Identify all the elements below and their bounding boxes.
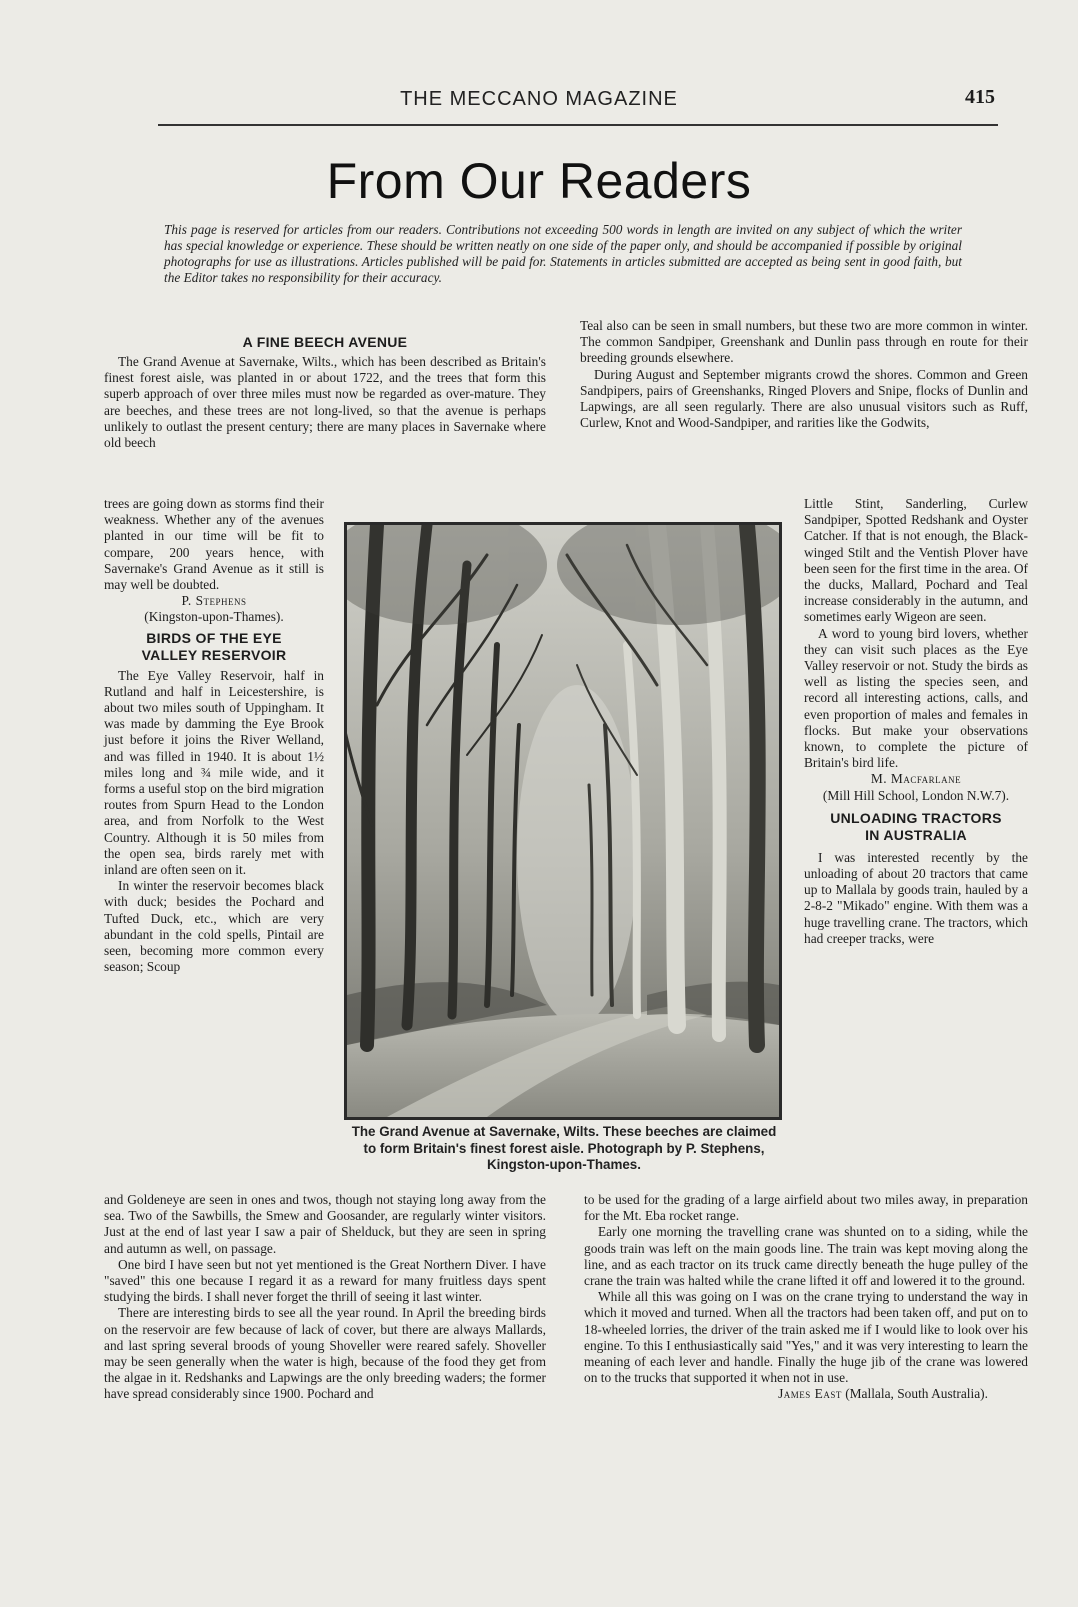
page-number: 415 xyxy=(965,86,995,108)
author-east: James East xyxy=(778,1386,842,1402)
article-heading-birds-2: VALLEY RESERVOIR xyxy=(141,646,287,663)
page-title: From Our Readers xyxy=(326,153,752,209)
article-beech-text-narrow: trees are going down as storms find their weakness. Whether any of the avenues planted in our time will be fit to compare, 200 years hence, with Savernake's Grand Avenue as it still is may well be doubted. xyxy=(104,496,324,593)
author-stephens: P. Stephens xyxy=(181,593,247,609)
article-heading-beech: A FINE BEECH AVENUE xyxy=(242,334,408,350)
right-column-top xyxy=(580,318,1028,431)
magazine-title: THE MECCANO MAGAZINE xyxy=(400,88,678,110)
article-heading-birds-1: BIRDS OF THE EYE xyxy=(146,629,282,646)
article-tractors-p3: While all this was going on I was on the crane trying to understand the way in which it moved and turned. When all the tractors had been taken off, and put on to 18-wheeled lorries, the driver of the train asked me if I would like to look over his engine. To this I enthusiastically said "Yes," and it was very interesting to learn the meaning of each lever and handle. Finally the huge jib of the crane was lowered on to the trucks that supported it when not in use. xyxy=(584,1289,1028,1386)
location-east: (Mallala, South Australia). xyxy=(845,1386,988,1402)
beech-avenue-illustration xyxy=(347,525,779,1117)
article-birds-p2-narrow: In winter the reservoir becomes black with duck; besides the Pochard and Tufted Duck, etc., which are very abundant in the cold spells, Pintail are seen, becoming more common every season; Scoup xyxy=(104,878,324,975)
article-heading-tractors-2: IN AUSTRALIA xyxy=(865,826,967,843)
author-macfarlane: M. Macfarlane xyxy=(870,771,962,787)
signature-east xyxy=(584,1386,1028,1402)
article-tractors-p2: Early one morning the travelling crane was shunted on to a siding, while the goods train was left on the main goods line. The train was kept moving along the line, and as each tractor on its truck came directly beneath the huge pulley of the crane the train was halted while the crane lifted it off and lowered it to the ground. xyxy=(584,1224,1028,1289)
article-birds-p3: One bird I have seen but not yet mentioned is the Great Northern Diver. I have "saved" this one because I regard it as a reward for many fruitless days spent studying the birds. I shall never forget the thrill of seeing it last winter. xyxy=(104,1256,546,1305)
article-tractors-p1-full: to be used for the grading of a large airfield about two miles away, in preparation for the Mt. Eba rocket range. xyxy=(584,1192,1028,1224)
intro-note: This page is reserved for articles from our readers. Contributions not exceeding 500 words in length are invited on any subject of which the writer has special knowledge or experience. These should be written neatly on one side of the paper only, and should be accompanied if possible by original photographs for use as illustrations. Articles published will be paid for. Statements in articles submitted are accepted as being sent in good faith, but the Editor takes no responsibility for their accuracy. xyxy=(164,222,962,285)
header-rule xyxy=(158,124,998,126)
article-beech-text-full: The Grand Avenue at Savernake, Wilts., which has been described as Britain's finest forest aisle, was planted in or about 1722, and the trees that form this superb approach of over three miles must now be regarded as over-mature. They are beeches, and these trees are not long-lived, so that the avenue is perhaps unlikely to outlast the present century; there are many places in Savernake where old beech xyxy=(104,354,546,451)
photo-caption: The Grand Avenue at Savernake, Wilts. These beeches are claimed to form Britain's finest forest aisle. Photograph by P. Stephens, Kingston-upon-Thames. xyxy=(351,1124,777,1172)
article-birds-p6-narrow: Little Stint, Sanderling, Curlew Sandpiper, Spotted Redshank and Oyster Catcher. If that is not enough, the Black-winged Stilt and the Ventish Plover have been seen for the first time in the area. Of the ducks, Mallard, Pochard and Teal increase considerably in the autumn, and sometimes early Wigeon are seen. xyxy=(804,496,1028,625)
right-column-bottom xyxy=(584,1192,1028,1403)
article-birds-p4: There are interesting birds to see all the year round. In April the breeding birds on the reservoir are few because of lack of cover, but there are always Mallards, and last spring several broods of young Shoveller were reared safely. Shoveller may be seen generally when the water is high, because of the food they get from the algae in it. Redshanks and Lapwings are the only breeding waders; the former have spread considerably since 1900. Pochard and xyxy=(104,1305,546,1402)
left-column-top xyxy=(104,334,546,451)
beech-avenue-photo xyxy=(344,522,782,1120)
article-birds-p6-full: During August and September migrants crowd the shores. Common and Green Sandpipers, pairs of Greenshanks, Ringed Plovers and Snipe, flocks of Dunlin and Lapwings, are all seen regularly. There are also unusual visitors such as Ruff, Curlew, Knot and Wood-Sandpiper, and rarities like the Godwits, xyxy=(580,366,1028,431)
article-birds-p2-full: and Goldeneye are seen in ones and twos, though not staying long away from the sea. Two of the Sawbills, the Smew and Goosander, are regularly winter visitors. Just at the end of last year I saw a pair of Shelduck, but they are seen in spring and autumn as well, on passage. xyxy=(104,1192,546,1256)
article-tractors-p1-narrow: I was interested recently by the unloading of about 20 tractors that came up to Mallala by goods train, hauled by a 2-8-2 "Mikado" engine. With them was a huge travelling crane. The tractors, which had creeper tracks, were xyxy=(804,849,1028,946)
location-stephens: (Kingston-upon-Thames). xyxy=(144,609,284,625)
article-birds-p1: The Eye Valley Reservoir, half in Rutland and half in Leicestershire, is about two miles south of Uppingham. It was made by damming the Eye Brook just before it joins the River Welland, and was filled in 1940. It is about 1½ miles long and ¾ mile wide, and it forms a useful stop on the bird migration routes from Spurn Head to the London area, and from Norfolk to the West Country. Although it is 50 miles from the open sea, birds rarely met with inland are often seen on it. xyxy=(104,667,324,878)
left-column-bottom xyxy=(104,1192,546,1403)
left-column-narrow xyxy=(104,496,324,975)
article-birds-p7: A word to young bird lovers, whether they can visit such places as the Eye Valley reservoir or not. Study the birds as well as listing the species seen, and record all interesting actions, calls, and even proportion of males and females in flocks. But make your observations known, to complete the picture of Britain's bird life. xyxy=(804,625,1028,771)
article-heading-tractors-1: UNLOADING TRACTORS xyxy=(830,809,1002,826)
article-birds-p5: Teal also can be seen in small numbers, but these two are more common in winter. The common Sandpiper, Greenshank and Dunlin pass through en route for their breeding grounds elsewhere. xyxy=(580,318,1028,366)
right-column-narrow xyxy=(804,496,1028,947)
location-macfarlane: (Mill Hill School, London N.W.7). xyxy=(822,787,1010,803)
